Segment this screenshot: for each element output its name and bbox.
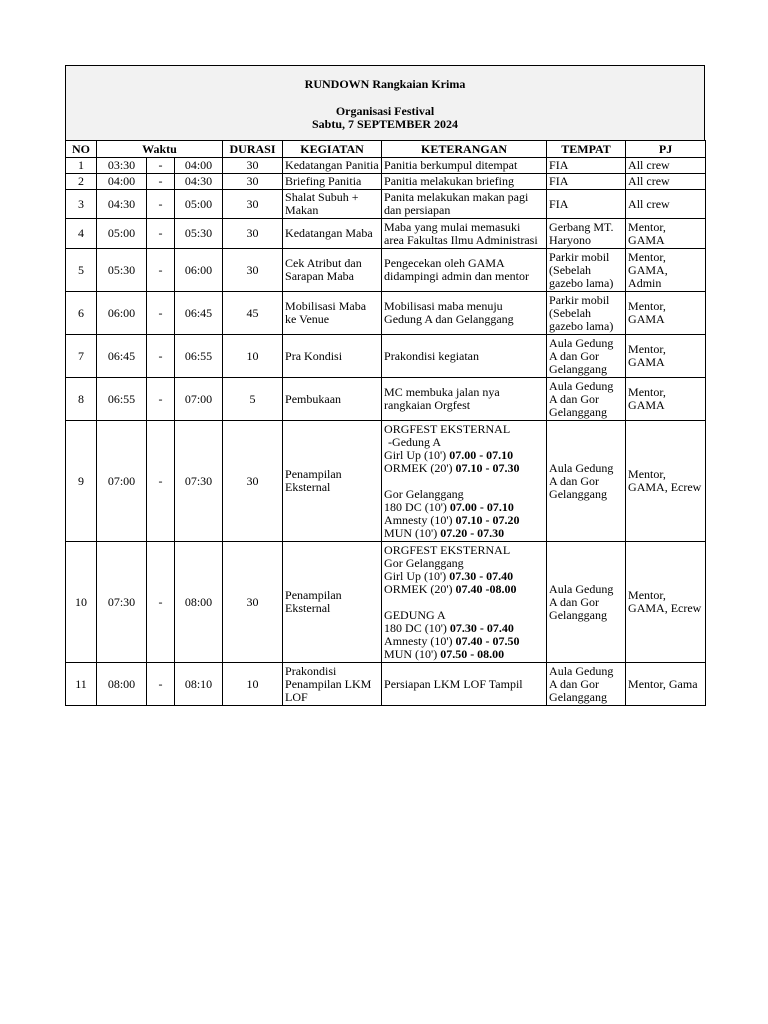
- table-row: [66, 421, 706, 542]
- table-row: [66, 174, 706, 190]
- table-row: [66, 190, 706, 219]
- description-text: Mobilisasi maba menuju: [384, 299, 503, 313]
- end-time: 06:00: [175, 249, 223, 292]
- activity: Cek Atribut dan Sarapan Maba: [283, 249, 382, 292]
- duration: 30: [223, 158, 283, 174]
- description-text: Prakondisi kegiatan: [384, 348, 480, 363]
- time-separator: -: [147, 663, 175, 706]
- venue: Aula Gedung A dan Gor Gelanggang: [547, 663, 626, 706]
- col-header-waktu: Waktu: [97, 141, 223, 158]
- row-number: 11: [66, 663, 97, 706]
- description: [382, 378, 547, 421]
- description-text: Pengecekan oleh GAMA: [384, 256, 505, 270]
- person-in-charge: All crew: [626, 190, 706, 219]
- table-row: [66, 663, 706, 706]
- description: [382, 663, 547, 706]
- start-time: 06:45: [97, 335, 147, 378]
- description-text: area Fakultas Ilmu Administrasi: [384, 232, 538, 247]
- duration: 30: [223, 421, 283, 542]
- table-row: [66, 219, 706, 249]
- venue: FIA: [547, 190, 626, 219]
- start-time: 07:30: [97, 542, 147, 663]
- description-text: 180 DC (10'): [384, 499, 450, 514]
- description-line: [384, 527, 544, 540]
- row-number: 10: [66, 542, 97, 663]
- row-number: 8: [66, 378, 97, 421]
- description-text: Girl Up (10'): [384, 568, 450, 583]
- start-time: 04:00: [97, 174, 147, 190]
- end-time: 04:00: [175, 158, 223, 174]
- description: [382, 335, 547, 378]
- duration: 10: [223, 663, 283, 706]
- description-text: -Gedung A: [388, 434, 442, 449]
- time-range: 07.40 - 07.50: [455, 633, 520, 648]
- document-title: RUNDOWN Rangkaian Krima: [304, 77, 466, 91]
- description-line: [384, 350, 544, 363]
- description: [382, 249, 547, 292]
- activity: Kedatangan Maba: [283, 219, 382, 249]
- person-in-charge: Mentor, GAMA, Admin: [626, 249, 706, 292]
- time-range: 07.30 - 07.40: [449, 620, 514, 635]
- col-header-keterangan: KETERANGAN: [382, 141, 547, 158]
- venue: Aula Gedung A dan Gor Gelanggang: [547, 542, 626, 663]
- activity: Briefing Panitia: [283, 174, 382, 190]
- description-line: [384, 270, 544, 283]
- time-separator: -: [147, 249, 175, 292]
- duration: 45: [223, 292, 283, 335]
- end-time: 06:45: [175, 292, 223, 335]
- person-in-charge: Mentor, GAMA: [626, 335, 706, 378]
- description-text: Panitia berkumpul ditempat: [384, 158, 518, 172]
- description-line: [384, 462, 544, 475]
- col-header-pj: PJ: [626, 141, 706, 158]
- duration: 10: [223, 335, 283, 378]
- end-time: 08:00: [175, 542, 223, 663]
- activity: Shalat Subuh + Makan: [283, 190, 382, 219]
- activity: Pembukaan: [283, 378, 382, 421]
- description-text: MUN (10'): [384, 525, 441, 540]
- description-text: Panitia melakukan briefing: [384, 174, 514, 188]
- organization-name: Organisasi Festival: [335, 104, 435, 118]
- duration: 30: [223, 542, 283, 663]
- person-in-charge: Mentor, GAMA, Ecrew: [626, 542, 706, 663]
- time-range: 07.00 - 07.10: [449, 499, 514, 514]
- table-body: [66, 158, 706, 706]
- time-range: 07.50 - 08.00: [440, 646, 505, 661]
- description-text: ORMEK (20'): [384, 460, 456, 475]
- venue: Parkir mobil (Sebelah gazebo lama): [547, 249, 626, 292]
- table-row: [66, 378, 706, 421]
- table-row: [66, 292, 706, 335]
- description-text: Girl Up (10'): [384, 447, 450, 462]
- end-time: 05:00: [175, 190, 223, 219]
- description-text: Gor Gelanggang: [384, 486, 464, 501]
- row-number: 4: [66, 219, 97, 249]
- col-header-kegiatan: KEGIATAN: [283, 141, 382, 158]
- person-in-charge: Mentor, GAMA: [626, 292, 706, 335]
- col-header-no: NO: [66, 141, 97, 158]
- description-text: dan persiapan: [384, 203, 451, 217]
- time-separator: -: [147, 158, 175, 174]
- row-number: 6: [66, 292, 97, 335]
- description-line: [384, 204, 544, 217]
- time-separator: -: [147, 219, 175, 249]
- duration: 30: [223, 249, 283, 292]
- start-time: 08:00: [97, 663, 147, 706]
- row-number: 3: [66, 190, 97, 219]
- description-text: ORGFEST EKSTERNAL: [384, 421, 511, 436]
- description-text: 180 DC (10'): [384, 620, 450, 635]
- time-separator: -: [147, 542, 175, 663]
- description-text: GEDUNG A: [384, 607, 446, 622]
- description-text: ORGFEST EKSTERNAL: [384, 542, 511, 557]
- end-time: 04:30: [175, 174, 223, 190]
- venue: Aula Gedung A dan Gor Gelanggang: [547, 335, 626, 378]
- row-number: 9: [66, 421, 97, 542]
- description-line: [384, 399, 544, 412]
- start-time: 03:30: [97, 158, 147, 174]
- activity: Kedatangan Panitia: [283, 158, 382, 174]
- description-text: Persiapan LKM LOF Tampil: [384, 676, 523, 691]
- activity: Pra Kondisi: [283, 335, 382, 378]
- end-time: 07:00: [175, 378, 223, 421]
- time-separator: -: [147, 190, 175, 219]
- activity: Mobilisasi Maba ke Venue: [283, 292, 382, 335]
- venue: Parkir mobil (Sebelah gazebo lama): [547, 292, 626, 335]
- start-time: 05:00: [97, 219, 147, 249]
- document-header: [65, 65, 705, 140]
- start-time: 06:00: [97, 292, 147, 335]
- time-range: 07.40 -08.00: [455, 581, 517, 596]
- person-in-charge: Mentor, GAMA, Ecrew: [626, 421, 706, 542]
- activity: Penampilan Eksternal: [283, 542, 382, 663]
- description: [382, 158, 547, 174]
- person-in-charge: All crew: [626, 158, 706, 174]
- event-date: Sabtu, 7 SEPTEMBER 2024: [311, 117, 459, 131]
- start-time: 04:30: [97, 190, 147, 219]
- venue: Aula Gedung A dan Gor Gelanggang: [547, 421, 626, 542]
- venue: FIA: [547, 158, 626, 174]
- start-time: 05:30: [97, 249, 147, 292]
- venue: FIA: [547, 174, 626, 190]
- description-text: Gedung A dan Gelanggang: [384, 312, 514, 326]
- description-text: didampingi admin dan mentor: [384, 269, 530, 283]
- person-in-charge: Mentor, GAMA: [626, 378, 706, 421]
- start-time: 07:00: [97, 421, 147, 542]
- time-range: 07.10 - 07.20: [455, 512, 520, 527]
- time-range: 07.00 - 07.10: [449, 447, 514, 462]
- description-line: [384, 159, 544, 172]
- description-text: MUN (10'): [384, 646, 441, 661]
- description: [382, 174, 547, 190]
- row-number: 5: [66, 249, 97, 292]
- description-line: [384, 313, 544, 326]
- time-range: 07.10 - 07.30: [455, 460, 520, 475]
- description-text: Panita melakukan makan pagi: [384, 190, 529, 204]
- col-header-durasi: DURASI: [223, 141, 283, 158]
- time-range: 07.20 - 07.30: [440, 525, 505, 540]
- duration: 30: [223, 174, 283, 190]
- person-in-charge: Mentor, GAMA: [626, 219, 706, 249]
- description-text: Amnesty (10'): [384, 512, 456, 527]
- table-row: [66, 249, 706, 292]
- description-line: [384, 583, 544, 596]
- description-text: ORMEK (20'): [384, 581, 456, 596]
- duration: 30: [223, 219, 283, 249]
- rundown-sheet: [65, 65, 705, 706]
- description-line: [384, 648, 544, 661]
- time-separator: -: [147, 292, 175, 335]
- time-separator: -: [147, 378, 175, 421]
- description-line: [384, 678, 544, 691]
- end-time: 05:30: [175, 219, 223, 249]
- description-text: MC membuka jalan nya: [384, 385, 500, 399]
- activity: Penampilan Eksternal: [283, 421, 382, 542]
- description: [382, 292, 547, 335]
- start-time: 06:55: [97, 378, 147, 421]
- duration: 5: [223, 378, 283, 421]
- description-line: [384, 175, 544, 188]
- description: [382, 542, 547, 663]
- duration: 30: [223, 190, 283, 219]
- table-row: [66, 158, 706, 174]
- activity: Prakondisi Penampilan LKM LOF: [283, 663, 382, 706]
- venue: Aula Gedung A dan Gor Gelanggang: [547, 378, 626, 421]
- venue: Gerbang MT. Haryono: [547, 219, 626, 249]
- col-header-tempat: TEMPAT: [547, 141, 626, 158]
- description-text: Gor Gelanggang: [384, 555, 464, 570]
- end-time: 08:10: [175, 663, 223, 706]
- description-text: Maba yang mulai memasuki: [384, 219, 521, 234]
- person-in-charge: All crew: [626, 174, 706, 190]
- description: [382, 190, 547, 219]
- row-number: 2: [66, 174, 97, 190]
- time-separator: -: [147, 335, 175, 378]
- table-header-row: [66, 141, 706, 158]
- description-text: Amnesty (10'): [384, 633, 456, 648]
- table-row: [66, 335, 706, 378]
- table-row: [66, 542, 706, 663]
- end-time: 06:55: [175, 335, 223, 378]
- row-number: 7: [66, 335, 97, 378]
- description-text: rangkaian Orgfest: [384, 398, 471, 412]
- time-separator: -: [147, 174, 175, 190]
- description-line: [384, 234, 544, 247]
- description: [382, 421, 547, 542]
- rundown-table: [65, 140, 706, 706]
- time-separator: -: [147, 421, 175, 542]
- time-range: 07.30 - 07.40: [449, 568, 514, 583]
- person-in-charge: Mentor, Gama: [626, 663, 706, 706]
- row-number: 1: [66, 158, 97, 174]
- end-time: 07:30: [175, 421, 223, 542]
- description: [382, 219, 547, 249]
